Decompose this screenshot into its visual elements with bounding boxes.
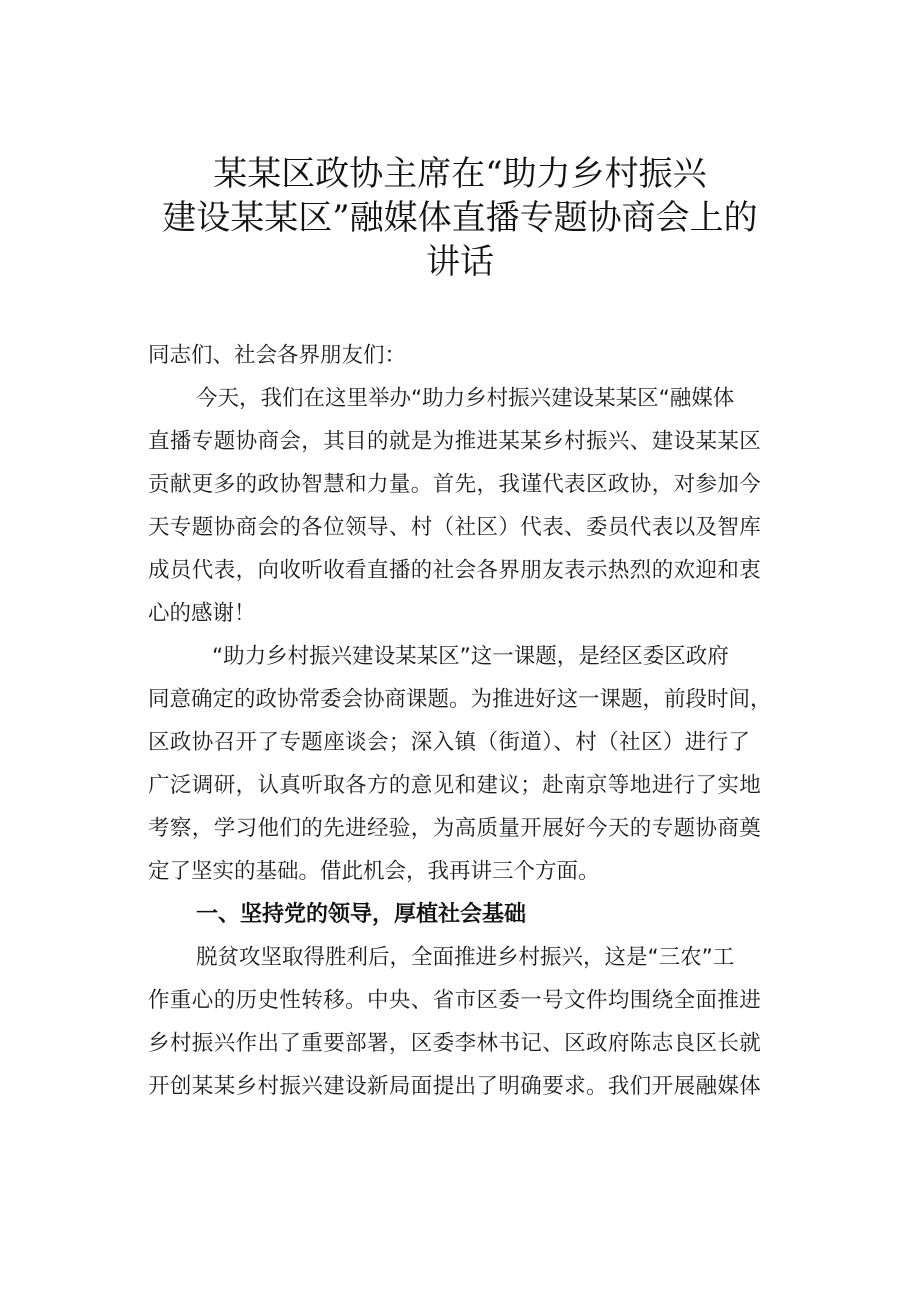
document-title (100, 152, 820, 284)
paragraph-line: 考察，学习他们的先进经验，为高质量开展好今天的专题协商奠 (148, 816, 762, 841)
paragraph-line: 天专题协商会的各位领导、村（社区）代表、委员代表以及智库 (148, 515, 762, 540)
paragraph-3 (148, 936, 808, 1108)
paragraph-2 (148, 635, 808, 893)
salutation-line: 同志们、社会各界朋友们： (148, 343, 407, 368)
title-line: 讲话 (426, 242, 494, 282)
paragraph-1 (148, 377, 808, 635)
salutation (148, 334, 808, 377)
paragraph-line: 心的感谢！ (148, 601, 256, 626)
paragraph-line: 成员代表，向收听收看直播的社会各界朋友表示热烈的欢迎和衷 (148, 558, 762, 583)
paragraph-line: “助力乡村振兴建设某某区”这一课题，是经区委区政府 (212, 644, 729, 669)
paragraph-line: 乡村振兴作出了重要部署，区委李林书记、区政府陈志良区长就 (148, 1031, 762, 1056)
paragraph-line: 广泛调研，认真听取各方的意见和建议；赴南京等地进行了实地 (148, 773, 762, 798)
section-heading: 一、坚持党的领导，厚植社会基础 (196, 902, 527, 927)
paragraph-line: 贡献更多的政协智慧和力量。首先，我谨代表区政协，对参加今 (148, 472, 762, 497)
paragraph-line: 开创某某乡村振兴建设新局面提出了明确要求。我们开展融媒体 (148, 1074, 762, 1099)
paragraph-line: 今天，我们在这里举办“助力乡村振兴建设某某区“融媒体 (196, 386, 735, 411)
paragraph-line: 定了坚实的基础。借此机会，我再讲三个方面。 (148, 859, 600, 884)
paragraph-line: 区政协召开了专题座谈会；深入镇（街道）、村（社区）进行了 (148, 730, 751, 755)
paragraph-line: 同意确定的政协常委会协商课题。为推进好这一课题，前段时间， (148, 687, 772, 712)
paragraph-line: 脱贫攻坚取得胜利后，全面推进乡村振兴，这是“三农”工 (196, 945, 735, 970)
paragraph-line: 作重心的历史性转移。中央、省市区委一号文件均围绕全面推进 (148, 988, 762, 1013)
paragraph-line: 直播专题协商会，其目的就是为推进某某乡村振兴、建设某某区 (148, 429, 762, 454)
title-line: 某某区政协主席在“助力乡村振兴 (213, 154, 707, 194)
title-line: 建设某某区”融媒体直播专题协商会上的 (162, 198, 758, 238)
